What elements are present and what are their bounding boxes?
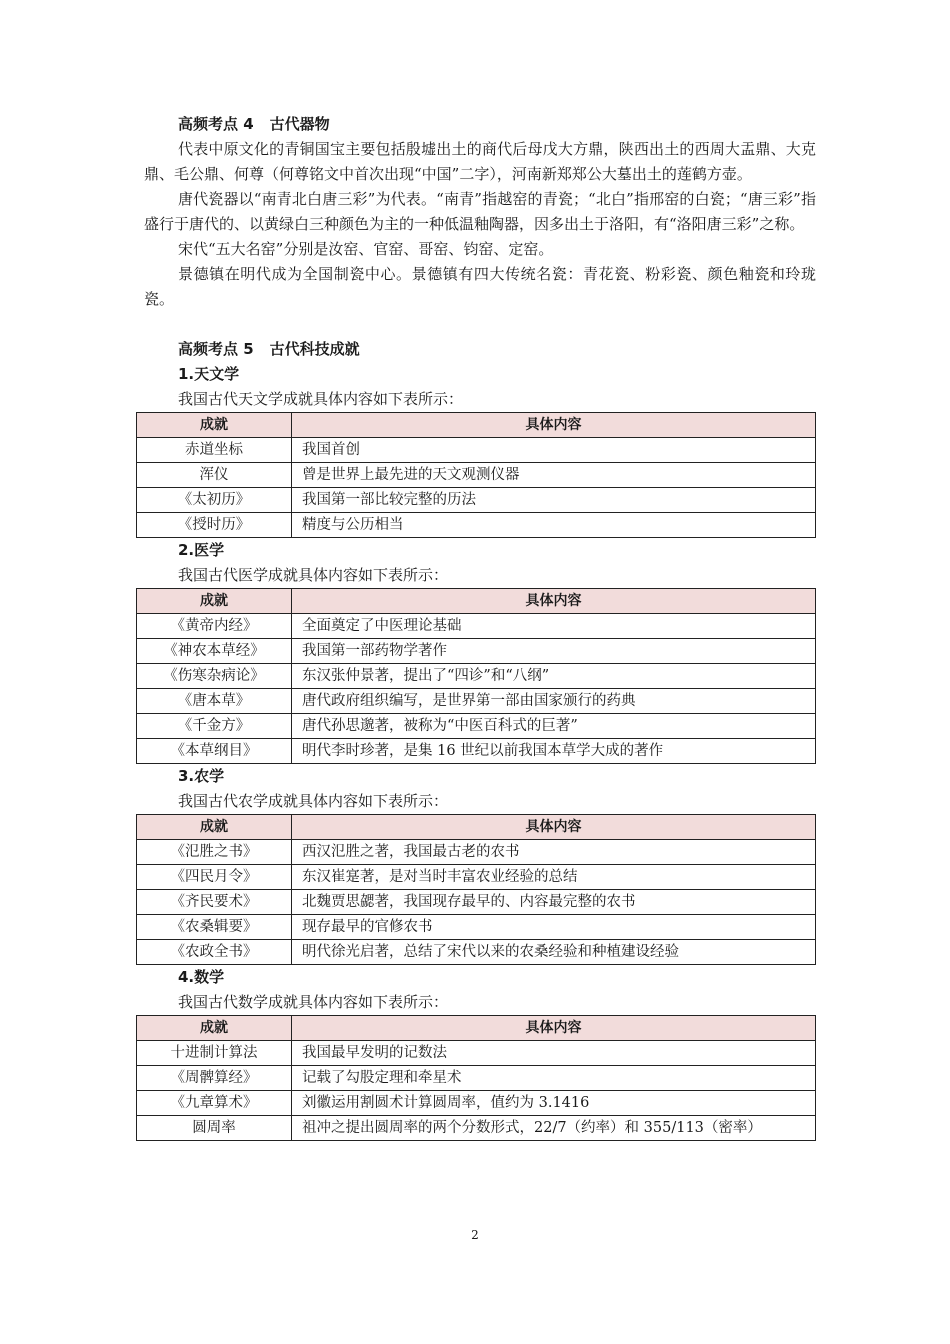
table-row (137, 689, 816, 714)
content-cell: 唐代政府组织编写，是世界第一部由国家颁行的药典 (292, 689, 816, 714)
achievement-cell: 《千金方》 (137, 714, 292, 739)
agriculture-heading: 3.农学 (178, 767, 225, 785)
table-header-row (137, 589, 816, 614)
section4-paragraph-4: 景德镇在明代成为全国制瓷中心。景德镇有四大传统名瓷：青花瓷、粉彩瓷、颜色釉瓷和玲珑瓷。 (144, 265, 816, 308)
header-achievement: 成就 (137, 589, 292, 614)
achievement-cell: 《氾胜之书》 (137, 840, 292, 865)
achievement-cell: 十进制计算法 (137, 1041, 292, 1066)
table-row (137, 714, 816, 739)
content-cell: 北魏贾思勰著，我国现存最早的、内容最完整的农书 (292, 890, 816, 915)
section4-number: 高频考点 4 (178, 115, 254, 133)
header-content: 具体内容 (292, 1016, 816, 1041)
achievement-cell: 《本草纲目》 (137, 739, 292, 764)
table-row (137, 1066, 816, 1091)
header-content: 具体内容 (292, 589, 816, 614)
content-cell: 全面奠定了中医理论基础 (292, 614, 816, 639)
table-row (137, 739, 816, 764)
content-cell: 西汉氾胜之著，我国最古老的农书 (292, 840, 816, 865)
page-content (144, 112, 816, 1141)
header-content: 具体内容 (292, 413, 816, 438)
section5-heading (144, 337, 816, 362)
astronomy-intro: 我国古代天文学成就具体内容如下表所示： (178, 390, 464, 408)
content-cell: 明代徐光启著，总结了宋代以来的农桑经验和种植建设经验 (292, 940, 816, 965)
content-cell: 东汉张仲景著，提出了“四诊”和“八纲” (292, 664, 816, 689)
achievement-cell: 《四民月令》 (137, 865, 292, 890)
table-row (137, 1041, 816, 1066)
content-cell: 记载了勾股定理和牵星术 (292, 1066, 816, 1091)
header-achievement: 成就 (137, 1016, 292, 1041)
table-row (137, 1091, 816, 1116)
astronomy-heading: 1.天文学 (178, 365, 240, 383)
achievement-cell: 《授时历》 (137, 513, 292, 538)
section4-title: 古代器物 (269, 115, 330, 133)
table-row (137, 1116, 816, 1141)
achievement-cell: 《周髀算经》 (137, 1066, 292, 1091)
section4-paragraph-2: 唐代瓷器以“南青北白唐三彩”为代表。“南青”指越窑的青瓷；“北白”指邢窑的白瓷；“唐三彩”指盛行于唐代的、以黄绿白三种颜色为主的一种低温釉陶器，因多出土于洛阳，有“洛阳唐三彩”之称。 (144, 190, 816, 233)
content-cell: 我国第一部比较完整的历法 (292, 488, 816, 513)
achievement-cell: 《九章算术》 (137, 1091, 292, 1116)
content-cell: 曾是世界上最先进的天文观测仪器 (292, 463, 816, 488)
achievement-cell: 《唐本草》 (137, 689, 292, 714)
content-cell: 我国最早发明的记数法 (292, 1041, 816, 1066)
achievement-cell: 《黄帝内经》 (137, 614, 292, 639)
section5-title: 古代科技成就 (269, 340, 360, 358)
section4-paragraph-1: 代表中原文化的青铜国宝主要包括殷墟出土的商代后母戊大方鼎，陕西出土的西周大盂鼎、大克鼎、毛公鼎、何尊（何尊铭文中首次出现“中国”二字），河南新郑郑公大墓出土的莲鹤方壶。 (144, 140, 816, 183)
table-header-row (137, 815, 816, 840)
content-cell: 我国第一部药物学著作 (292, 639, 816, 664)
medicine-table (136, 588, 816, 764)
table-row (137, 488, 816, 513)
table-header-row (137, 413, 816, 438)
section4-heading (144, 112, 816, 137)
page-number: 2 (471, 1228, 479, 1242)
mathematics-heading: 4.数学 (178, 968, 225, 986)
content-cell: 精度与公历相当 (292, 513, 816, 538)
mathematics-intro: 我国古代数学成就具体内容如下表所示： (178, 993, 449, 1011)
agriculture-intro: 我国古代农学成就具体内容如下表所示： (178, 792, 449, 810)
table-row (137, 438, 816, 463)
content-cell: 现存最早的官修农书 (292, 915, 816, 940)
section4-paragraph-3: 宋代“五大名窑”分别是汝窑、官窑、哥窑、钧窑、定窑。 (178, 240, 554, 258)
header-content: 具体内容 (292, 815, 816, 840)
content-cell: 明代李时珍著，是集 16 世纪以前我国本草学大成的著作 (292, 739, 816, 764)
achievement-cell: 圆周率 (137, 1116, 292, 1141)
header-achievement: 成就 (137, 413, 292, 438)
content-cell: 唐代孙思邈著，被称为“中医百科式的巨著” (292, 714, 816, 739)
table-row (137, 463, 816, 488)
achievement-cell: 《太初历》 (137, 488, 292, 513)
table-row (137, 915, 816, 940)
content-cell: 祖冲之提出圆周率的两个分数形式，22/7（约率）和 355/113（密率） (292, 1116, 816, 1141)
content-cell: 刘徽运用割圆术计算圆周率，值约为 3.1416 (292, 1091, 816, 1116)
table-row (137, 865, 816, 890)
table-row (137, 664, 816, 689)
achievement-cell: 《伤寒杂病论》 (137, 664, 292, 689)
table-row (137, 840, 816, 865)
achievement-cell: 赤道坐标 (137, 438, 292, 463)
table-row (137, 890, 816, 915)
table-row (137, 513, 816, 538)
medicine-intro: 我国古代医学成就具体内容如下表所示： (178, 566, 449, 584)
content-cell: 我国首创 (292, 438, 816, 463)
content-cell: 东汉崔寔著，是对当时丰富农业经验的总结 (292, 865, 816, 890)
table-row (137, 639, 816, 664)
achievement-cell: 《神农本草经》 (137, 639, 292, 664)
table-row (137, 940, 816, 965)
agriculture-table (136, 814, 816, 965)
table-row (137, 614, 816, 639)
achievement-cell: 《农桑辑要》 (137, 915, 292, 940)
medicine-heading: 2.医学 (178, 541, 225, 559)
table-header-row (137, 1016, 816, 1041)
mathematics-table (136, 1015, 816, 1141)
section5-number: 高频考点 5 (178, 340, 254, 358)
achievement-cell: 《农政全书》 (137, 940, 292, 965)
achievement-cell: 《齐民要术》 (137, 890, 292, 915)
achievement-cell: 浑仪 (137, 463, 292, 488)
astronomy-table (136, 412, 816, 538)
header-achievement: 成就 (137, 815, 292, 840)
